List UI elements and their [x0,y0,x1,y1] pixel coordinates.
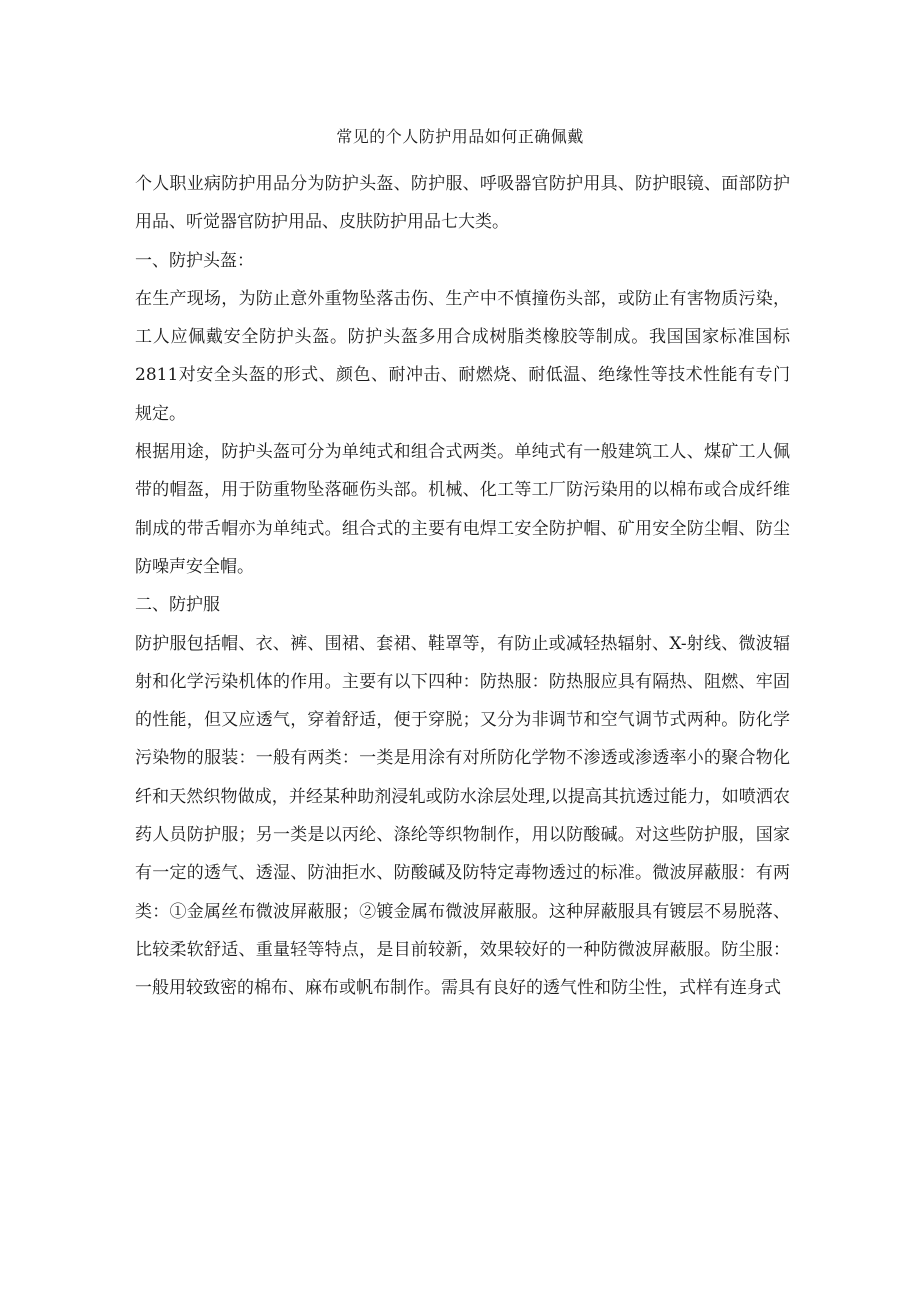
helmet-paragraph-1: 在生产现场，为防止意外重物坠落击伤、生产中不慎撞伤头部，或防止有害物质污染，工人应佩戴安全防护头盔。防护头盔多用合成树脂类橡胶等制成。我国国家标准国标2811对安全头盔的形式、颜色、耐冲击、耐燃烧、耐低温、绝缘性等技术性能有专门规定。 [135,288,790,424]
document-body [135,165,790,1008]
clothing-paragraph-1: 防护服包括帽、衣、裤、围裙、套裙、鞋罩等，有防止或减轻热辐射、X-射线、微波辐射和化学污染机体的作用。主要有以下四种：防热服：防热服应具有隔热、阻燃、牢固的性能，但又应透气，穿着舒适，便于穿脱；又分为非调节和空气调节式两种。防化学污染物的服装：一般有两类：一类是用涂有对所防化学物不渗透或渗透率小的聚合物化纤和天然织物做成，并经某种助剂浸轧或防水涂层处理,以提高其抗透过能力，如喷洒农药人员防护服；另一类是以丙纶、涤纶等织物制作，用以防酸碱。对这些防护服，国家有一定的透气、透湿、防油拒水、防酸碱及防特定毒物透过的标准。微波屏蔽服：有两类：①金属丝布微波屏蔽服；②镀金属布微波屏蔽服。这种屏蔽服具有镀层不易脱落、比较柔软舒适、重量轻等特点，是目前较新，效果较好的一种防微波屏蔽服。防尘服：一般用较致密的棉布、麻布或帆布制作。需具有良好的透气性和防尘性，式样有连身式 [135,633,790,999]
page-title: 常见的个人防护用品如何正确佩戴 [336,127,584,146]
section-heading-clothing: 二、防护服 [135,595,220,616]
section-heading-helmet: 一、防护头盔： [135,250,254,271]
intro-paragraph: 个人职业病防护用品分为防护头盔、防护服、呼吸器官防护用具、防护眼镜、面部防护用品、听觉器官防护用品、皮肤防护用品七大类。 [135,174,790,233]
helmet-paragraph-2: 根据用途，防护头盔可分为单纯式和组合式两类。单纯式有一般建筑工人、煤矿工人佩带的帽盔，用于防重物坠落砸伤头部。机械、化工等工厂防污染用的以棉布或合成纤维制成的带舌帽亦为单纯式。组合式的主要有电焊工安全防护帽、矿用安全防尘帽、防尘防噪声安全帽。 [135,442,790,577]
